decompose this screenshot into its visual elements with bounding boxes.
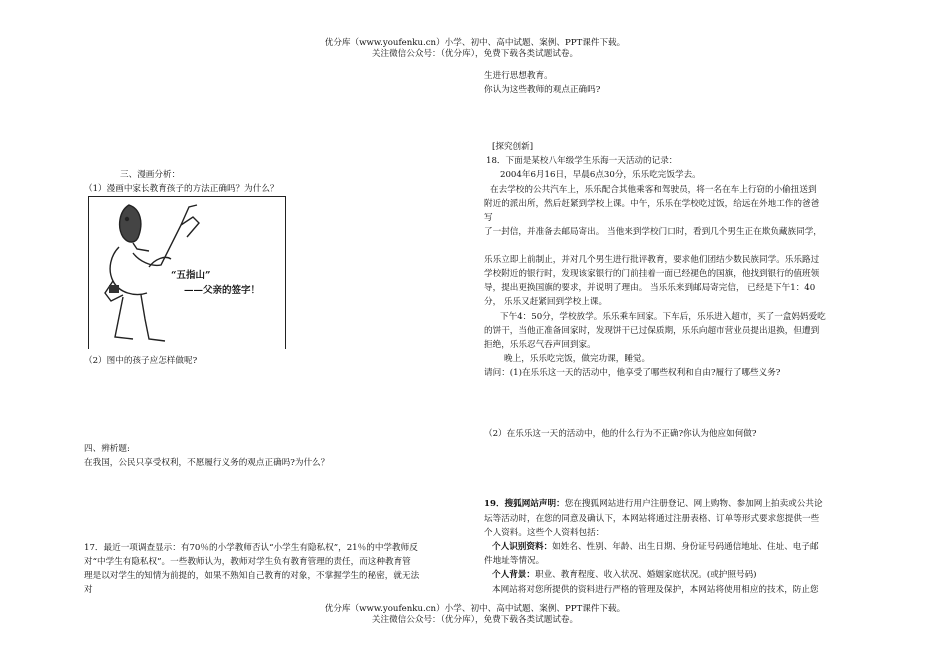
- cartoon-caption-2: ——父亲的签字！: [184, 285, 261, 296]
- page-header: [0, 38, 950, 60]
- q17-line-4: 对: [84, 585, 93, 595]
- q19-line-2: 坛等活动时，在您的同意及确认下，本网站将通过注册表格、订单等形式要求您提供一些: [484, 514, 820, 524]
- q19-line-1: [484, 498, 823, 510]
- q18-question-1: 请问：(1)在乐乐这一天的活动中，他享受了哪些权利和自由?履行了哪些义务?: [484, 368, 781, 378]
- q19-id-label: 个人识别资料：: [492, 542, 553, 552]
- q19-line-1-text: 您在搜狐网站进行用户注册登记、网上购物、参加网上拍卖或公共论: [564, 499, 823, 509]
- q19-line-7: 本网站将对您所提供的资料进行严格的管理及保护，本网站将使用相应的技术，防止您: [492, 585, 819, 595]
- q17-line-2: 对“中学生有隐私权”。一些教师认为，教师对学生负有教育管理的责任，而这种教育管: [84, 557, 411, 567]
- header-line-2: 关注微信公众号：（优分库），免费下载各类试题试卷。: [371, 49, 579, 59]
- section-3-question-2: （2）图中的孩子应怎样做呢?: [84, 356, 198, 366]
- q18-line-11: 的饼干，当他正准备回家时，发现饼干已过保质期，乐乐向超市营业员提出退换，但遭到: [484, 326, 820, 336]
- q18-title: 18．下面是某校八年级学生乐海一天活动的记录：: [486, 156, 678, 166]
- page-footer: [0, 604, 950, 626]
- section-explore-title: [探究创新]: [492, 142, 534, 152]
- section-4-title: 四、辨析题:: [84, 444, 130, 454]
- q19-line-4: [492, 541, 819, 553]
- header-line-1: 优分库（www.youfenku.cn）小学、初中、高中试题、案例、PPT课件下载。: [324, 38, 626, 48]
- q18-line-7: 学校附近的银行时，发现该家银行的门前挂着一面已经褪色的国旗，他找到银行的值班领: [484, 269, 820, 279]
- footer-line-1: 优分库（www.youfenku.cn）小学、初中、高中试题、案例、PPT课件下载。: [324, 604, 626, 614]
- q18-line-3: 附近的派出所，然后赶紧到学校上课。中午，乐乐在学校吃过饭，给远在外地工作的爸爸: [484, 199, 820, 209]
- q18-line-8: 导，提出更换国旗的要求，并说明了理由。 当乐乐来到邮局寄完信， 已经是下午1：40: [484, 283, 816, 293]
- q18-line-9: 分， 乐乐又赶紧回到学校上课。: [484, 297, 608, 307]
- cartoon-caption-1: “五指山”: [171, 270, 211, 281]
- q18-line-5: 了一封信，并准备去邮局寄出。 当他来到学校门口时，看到几个男生正在欺负藏族同学，: [484, 227, 822, 237]
- q19-label: 19．搜狐网站声明：: [484, 499, 565, 509]
- q19-id-text: 如姓名、性别、年龄、出生日期、身份证号码通信地址、住址、电子邮: [552, 542, 819, 552]
- q18-line-6: 乐乐立即上前制止，并对几个男生进行批评教育，要求他们团结少数民族同学。乐乐路过: [484, 255, 820, 265]
- q18-line-13: 晚上，乐乐吃完饭，做完功课，睡觉。: [504, 354, 651, 364]
- section-3-title: 三、漫画分析：: [120, 170, 181, 180]
- q19-line-6: [492, 569, 757, 581]
- section-3-question-1: （1）漫画中家长教育孩子的方法正确吗？为什么？: [84, 184, 279, 194]
- q18-line-10: 下午4：50分，学校放学。乐乐乘车回家。下车后，乐乐进入超市，买了一盒妈妈爱吃: [500, 312, 826, 322]
- q17-continued-line-1: 生进行思想教育。: [484, 71, 553, 81]
- footer-line-2: 关注微信公众号：（优分库），免费下载各类试题试卷。: [371, 615, 579, 625]
- q17-continued-line-2: 你认为这些教师的观点正确吗?: [484, 85, 601, 95]
- q18-line-1: 2004年6月16日，早晨6点30分，乐乐吃完饭学去。: [500, 170, 701, 180]
- q18-question-2: （2）在乐乐这一天的活动中，他的什么行为不正确?你认为他应如何做?: [484, 429, 757, 439]
- q18-line-2: 在去学校的公共汽车上，乐乐配合其他乘客和驾驶员，将一名在车上行窃的小偷扭送到: [490, 185, 817, 195]
- q19-bg-label: 个人背景：: [492, 570, 535, 580]
- q19-line-3: 个人资料。这些个人资料包括：: [484, 528, 605, 538]
- q18-line-12: 拒绝，乐乐忍气吞声回到家。: [484, 340, 596, 350]
- q17-line-1: 17．最近一项调查显示：有70％的小学教师否认“小学生有隐私权”，21％的中学教师反: [84, 543, 418, 553]
- q17-line-3: 理是以对学生的知情为前提的，如果不熟知自己教育的对象，不掌握学生的秘密，就无法: [84, 571, 420, 581]
- q19-bg-text: 职业、教育程度、收入状况、婚姻家庭状况。(或护照号码): [534, 570, 757, 580]
- q18-line-4: 写: [484, 213, 493, 223]
- q19-line-5: 件地址等情况。: [484, 556, 545, 566]
- section-4-question: 在我国，公民只享受权利，不愿履行义务的观点正确吗?为什么？: [84, 458, 330, 468]
